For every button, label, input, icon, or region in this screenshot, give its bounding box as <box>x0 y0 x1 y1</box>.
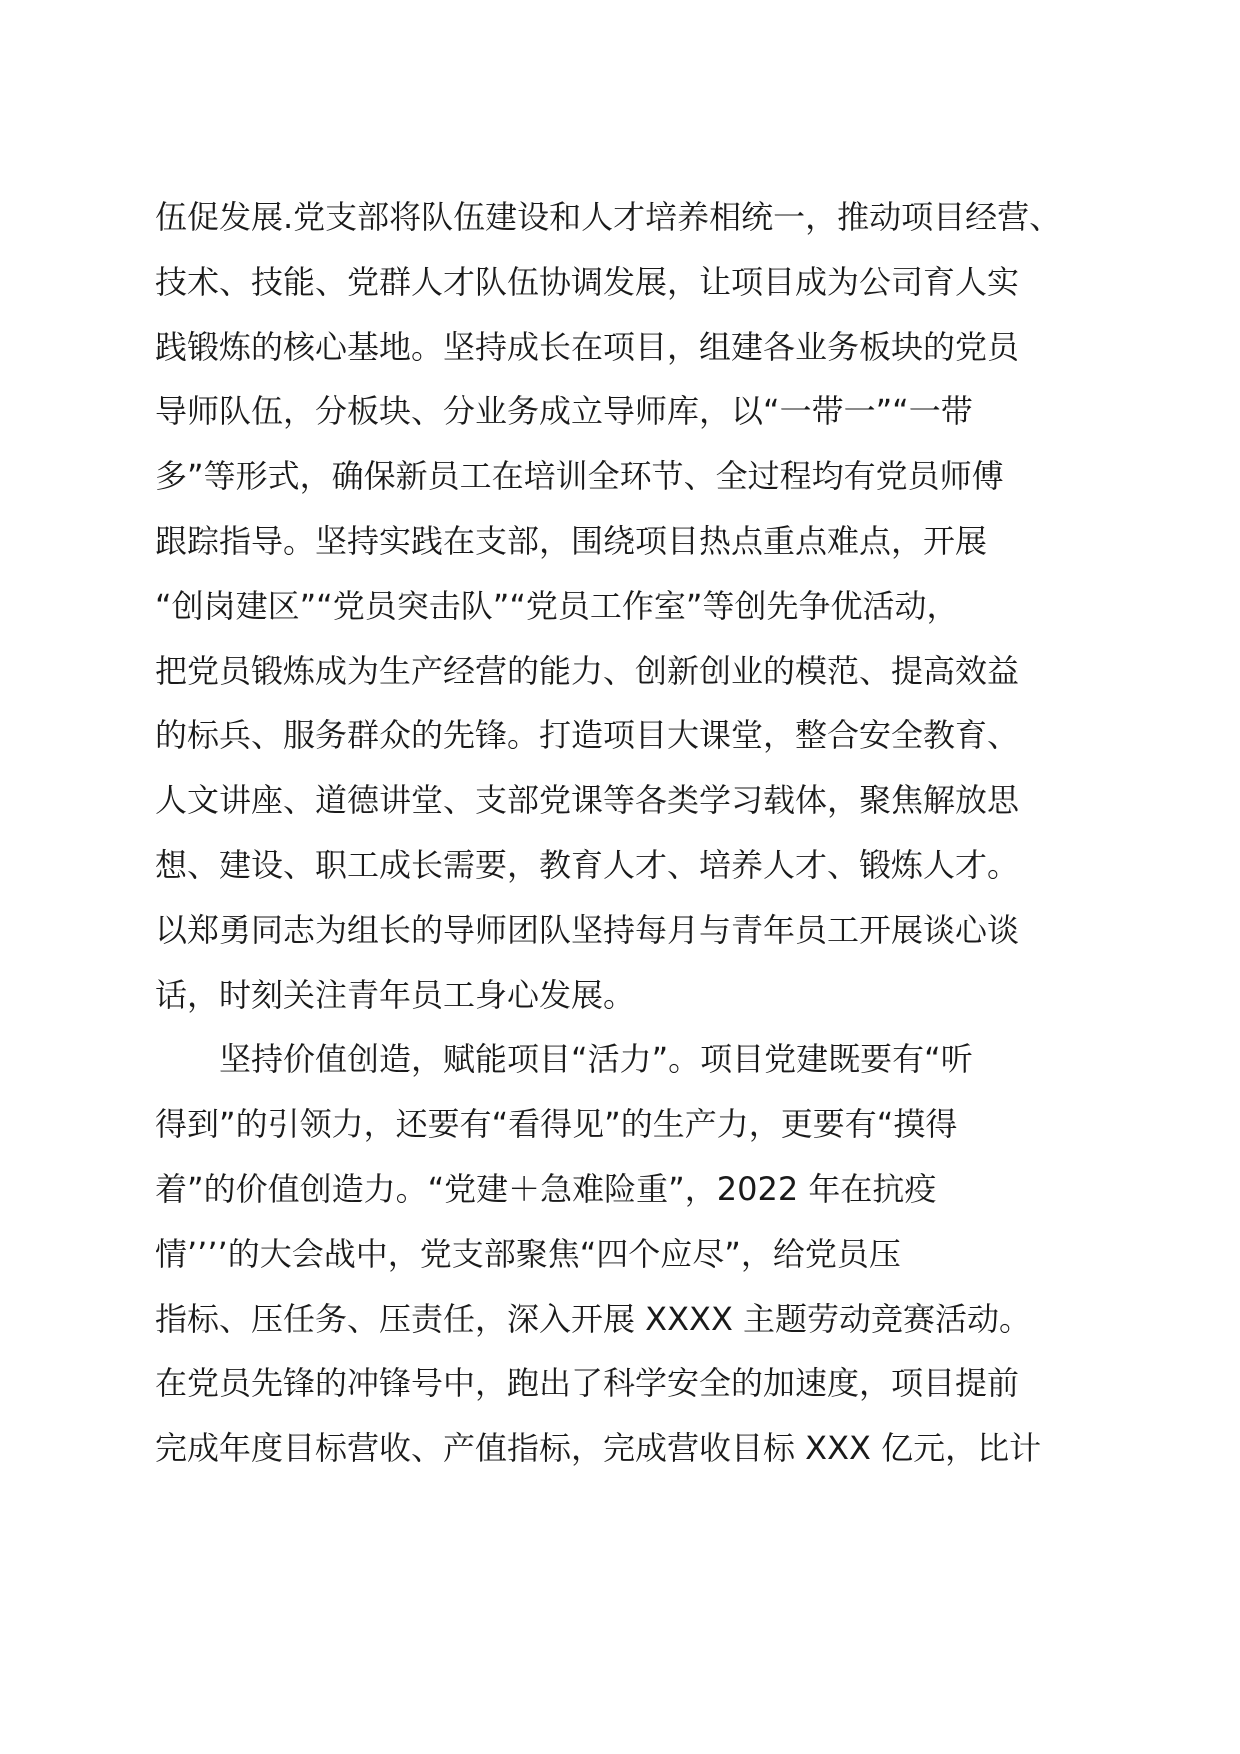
text-line: “创岗建区”“党员突击队”“党员工作室”等创先争优活动， <box>155 586 959 625</box>
paragraph-start-line: 坚持价值创造，赋能项目“活力”。项目党建既要有“听 <box>219 1040 973 1079</box>
text-line: 想、建设、职工成长需要，教育人才、培养人才、锻炼人才。 <box>155 845 1020 884</box>
text-line: 情’’’’的大会战中，党支部聚焦“四个应尽”，给党员压 <box>155 1234 901 1273</box>
text-line: 完成年度目标营收、产值指标，完成营收目标 XXX 亿元，比计 <box>155 1429 1042 1468</box>
text-line: 的标兵、服务群众的先锋。打造项目大课堂，整合安全教育、 <box>155 716 1020 755</box>
text-line: 得到”的引领力，还要有“看得见”的生产力，更要有“摸得 <box>155 1105 958 1144</box>
text-line: 跟踪指导。坚持实践在支部，围绕项目热点重点难点，开展 <box>155 521 988 560</box>
text-line: 技术、技能、党群人才队伍协调发展，让项目成为公司育人实 <box>155 262 1020 301</box>
text-line: 多”等形式，确保新员工在培训全环节、全过程均有党员师傅 <box>155 457 1004 496</box>
text-line: 话，时刻关注青年员工身心发展。 <box>155 975 636 1014</box>
text-line: 人文讲座、道德讲堂、支部党课等各类学习载体，聚焦解放思 <box>155 781 1020 820</box>
text-line: 导师队伍，分板块、分业务成立导师库，以“一带一”“一带 <box>155 392 973 431</box>
text-line: 在党员先锋的冲锋号中，跑出了科学安全的加速度，项目提前 <box>155 1364 1020 1403</box>
text-line: 着”的价值创造力。“党建＋急难险重”，2022 年在抗疫 <box>155 1169 937 1208</box>
body-text <box>155 185 1115 1481</box>
text-line: 以郑勇同志为组长的导师团队坚持每月与青年员工开展谈心谈 <box>155 910 1020 949</box>
text-line: 指标、压任务、压责任，深入开展 XXXX 主题劳动竞赛活动。 <box>155 1299 1032 1338</box>
text-line: 伍促发展.党支部将队伍建设和人才培养相统一，推动项目经营、 <box>155 198 1062 236</box>
text-line: 把党员锻炼成为生产经营的能力、创新创业的模范、提高效益 <box>155 651 1020 690</box>
text-line: 践锻炼的核心基地。坚持成长在项目，组建各业务板块的党员 <box>155 327 1020 366</box>
